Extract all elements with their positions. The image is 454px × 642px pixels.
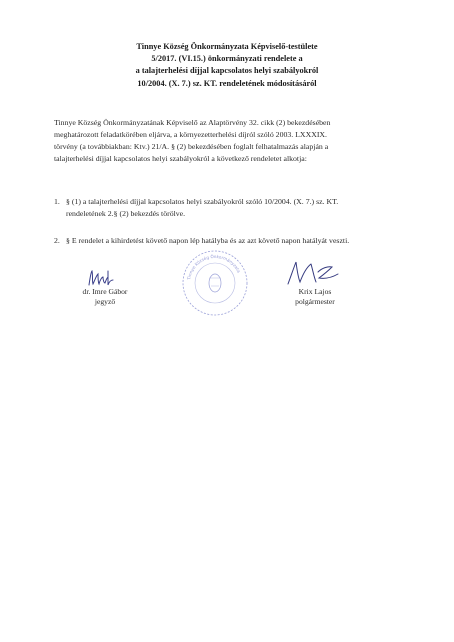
section-number: 2.: [54, 236, 60, 245]
preamble-paragraph: [54, 117, 404, 165]
section-text: [66, 235, 404, 247]
title-line: 5/2017. (VI.15.) önkormányzati rendelete a: [151, 54, 303, 64]
title-line: a talajterhelési díjjal kapcsolatos helyi szabályokról: [135, 66, 319, 76]
signature-left: [60, 287, 150, 308]
document-title: [40, 41, 414, 90]
section-text: [66, 196, 404, 220]
svg-text:Tinnye Község Önkormányzata: [186, 254, 242, 281]
signature-right-image: [284, 258, 342, 288]
preamble-line: Tinnye Község Önkormányzatának Képviselő az Alaptörvény 32. cikk (2) bekezdésében: [54, 118, 331, 127]
signatory-name: dr. Imre Gábor: [82, 287, 128, 296]
official-stamp: [180, 248, 250, 318]
section-line: rendeletének 2.§ (2) bekezdés törölve.: [66, 209, 186, 219]
signatory-name: Krix Lajos: [298, 287, 332, 296]
stamp-text: Tinnye Község Önkormányzata: [186, 253, 242, 281]
preamble-line: törvény (a továbbiakban: Ktv.) 21/A. § (2) bekezdésében foglalt felhatalmazás alapján a: [54, 142, 329, 152]
signature-right: [270, 287, 360, 308]
preamble-line: meghatározott feladatkörében eljárva, a környezetterhelési díjról szóló 2003. LXXXIX.: [54, 130, 328, 140]
signatory-role: polgármester: [295, 297, 335, 307]
signature-left-image: [86, 268, 116, 288]
section-line: § E rendelet a kihirdetést követő napon lép hatályba és az azt követő napon hatályát veszti.: [66, 236, 350, 245]
section-number: 1.: [54, 197, 60, 206]
title-line: Tinnye Község Önkormányzata Képviselő-testülete: [136, 42, 318, 51]
section-line: § (1) a talajterhelési díjjal kapcsolatos helyi szabályokról szóló 10/2004. (X. 7.) sz. KT.: [66, 197, 339, 206]
signatory-role: jegyző: [94, 297, 116, 307]
title-line: 10/2004. (X. 7.) sz. KT. rendeletének módosításáról: [137, 78, 317, 88]
preamble-line: talajterhelési díjjal kapcsolatos helyi szabályokról a következő rendeletet alkotja:: [54, 154, 307, 164]
